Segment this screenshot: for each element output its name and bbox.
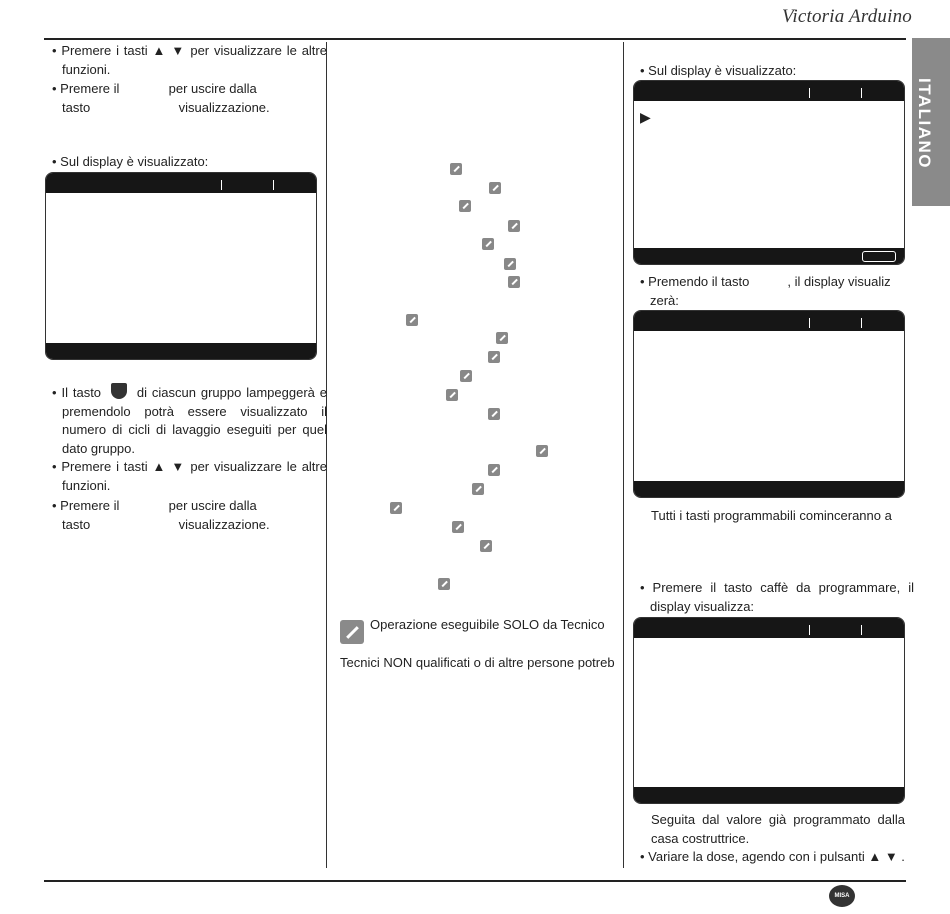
bullet-vary-dose: • Variare la dose, agendo con i pulsanti ▲ ▼ . [640, 849, 905, 864]
wrench-icon [489, 182, 501, 194]
display-bottom-bar [634, 248, 904, 264]
wrench-icon [452, 521, 464, 533]
wrench-icon [508, 276, 520, 288]
wrench-icon [508, 220, 520, 232]
wrench-icon [488, 351, 500, 363]
display-screen-2 [633, 80, 905, 265]
wrench-icon [460, 370, 472, 382]
wrench-icon [390, 502, 402, 514]
wrench-icon [536, 445, 548, 457]
wrench-icon [488, 464, 500, 476]
wrench-icon [446, 389, 458, 401]
wrench-icon [472, 483, 484, 495]
footer-rule [44, 880, 906, 882]
wrench-icon [488, 408, 500, 420]
display-cursor: ▶ [640, 109, 651, 125]
all-keys-text: Tutti i tasti programmabili cominceranno a [651, 508, 892, 523]
bullet-scroll-1: • Premere i tasti ▲ ▼ per visualizzare le altre funzioni. [52, 43, 327, 77]
display-top-bar [634, 311, 904, 331]
display-bottom-bar [634, 481, 904, 497]
display-screen-4 [633, 617, 905, 804]
wrench-icon [459, 200, 471, 212]
display-top-bar [634, 81, 904, 101]
technician-note-2: Tecnici NON qualificati o di altre persone potreb [340, 655, 615, 670]
language-tab [912, 38, 950, 206]
wrench-icon [480, 540, 492, 552]
technician-note: Operazione eseguibile SOLO da Tecnico [370, 617, 605, 632]
bullet-press-key: • Premendo il tasto , il display visualiz zerà: [640, 274, 891, 308]
display-top-bar [46, 173, 316, 193]
technician-wrench-icon [340, 620, 364, 644]
display-bottom-bar [46, 343, 316, 359]
wrench-icon [406, 314, 418, 326]
display-screen-3 [633, 310, 905, 498]
language-label: ITALIANO [915, 78, 934, 170]
wrench-icon [450, 163, 462, 175]
display-intro-3: • Sul display è visualizzato: [640, 63, 797, 78]
column-divider-2 [623, 42, 624, 868]
display-bottom-bar [634, 787, 904, 803]
certification-seal: MISA [829, 885, 855, 907]
wrench-icon [504, 258, 516, 270]
display-ok-button [862, 251, 896, 262]
bullet-exit-2: • Premere il tasto per uscire dalla visualizzazione. [52, 498, 270, 532]
wash-key-icon [111, 383, 127, 399]
bullet-wash-key: • Il tasto di ciascun gruppo lampeggerà e premendolo potrà essere visualizzato il numero di cicli di lavaggio eseguiti per quel dato gruppo. [52, 385, 328, 456]
brand-logo: Victoria Arduino [781, 6, 912, 27]
display-top-bar [634, 618, 904, 638]
bullet-scroll-2: • Premere i tasti ▲ ▼ per visualizzare le altre funzioni. [52, 459, 327, 493]
bullet-press-coffee: • Premere il tasto caffè da programmare, il display visualizza: [640, 580, 914, 614]
wrench-icon [496, 332, 508, 344]
header-rule [44, 38, 906, 40]
display-intro-1: • Sul display è visualizzato: [52, 154, 209, 169]
wrench-icon [482, 238, 494, 250]
display-screen-1 [45, 172, 317, 360]
wrench-icon [438, 578, 450, 590]
bullet-exit-1: • Premere il tasto per uscire dalla visualizzazione. [52, 81, 270, 115]
followed-text: Seguita dal valore già programmato dalla casa costruttrice. [651, 812, 905, 846]
